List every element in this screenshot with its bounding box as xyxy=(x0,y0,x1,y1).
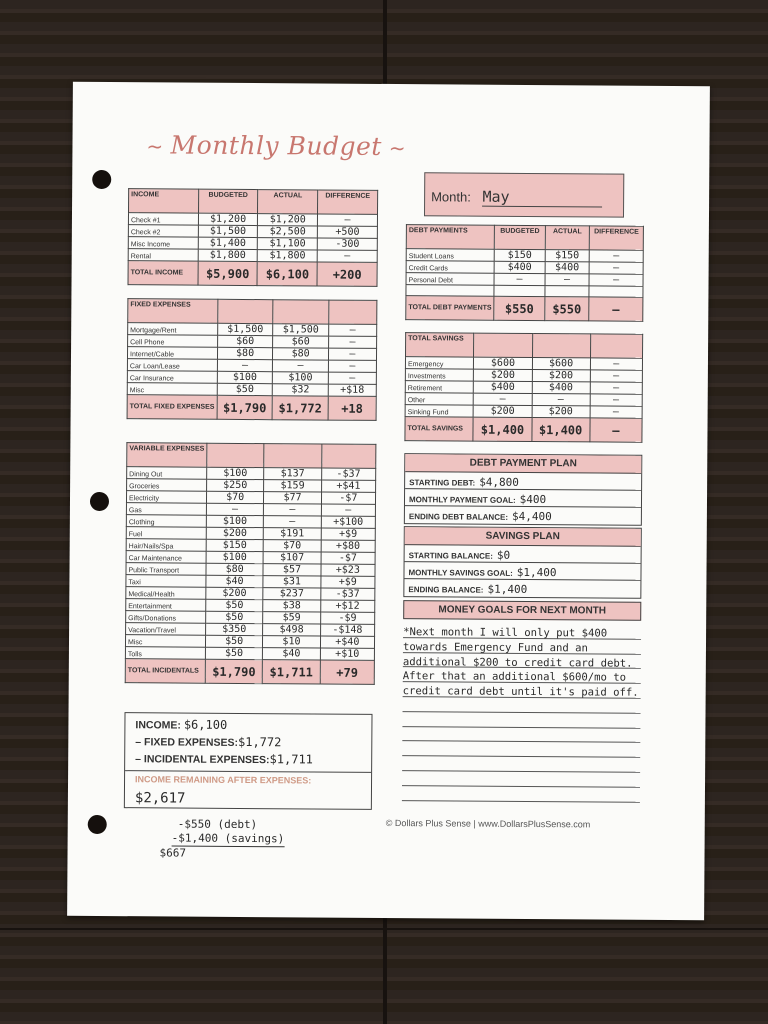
cell-value: $400 xyxy=(532,381,590,393)
cell-value: $100 xyxy=(206,551,263,563)
row-label: Other xyxy=(405,393,474,405)
savings-plan xyxy=(403,526,641,599)
cell-value: DIFFERENCE xyxy=(318,190,378,214)
cell-value xyxy=(532,333,590,357)
cell-value: $50 xyxy=(217,383,273,395)
calc-result: $667 xyxy=(159,846,187,860)
cell-value: $159 xyxy=(264,480,321,492)
row-label: VARIABLE EXPENSES xyxy=(127,443,207,468)
ending-debt-value: $4,400 xyxy=(511,509,552,524)
cell-value: — xyxy=(474,393,532,405)
money-goals xyxy=(402,600,641,802)
row-label: Student Loans xyxy=(406,249,494,262)
cell-value: $1,500 xyxy=(273,324,329,336)
cell-value: — xyxy=(532,393,590,405)
table-total-row xyxy=(406,296,643,322)
cell-value: $57 xyxy=(263,564,320,576)
row-label: TOTAL INCOME xyxy=(128,261,198,285)
cell-value: $40 xyxy=(206,575,263,587)
cell-value: — xyxy=(264,516,321,528)
cell-value: $200 xyxy=(532,405,590,417)
page-title: ~ Monthly Budget ~ xyxy=(146,130,407,161)
cell-value: — xyxy=(545,274,589,286)
month-label: Month: xyxy=(431,189,471,205)
cell-value: — xyxy=(590,370,642,382)
debt-payment-plan xyxy=(404,453,642,526)
cell-value: $200 xyxy=(474,405,532,417)
cell-value: $150 xyxy=(206,539,263,551)
row-label: Entertainment xyxy=(126,599,206,612)
cell-value: +$23 xyxy=(321,564,375,576)
cell-value: +$9 xyxy=(321,528,375,540)
cell-value: $191 xyxy=(264,528,321,540)
monthly-savings-goal-label: MONTHLY SAVINGS GOAL: xyxy=(408,568,513,578)
table-row xyxy=(128,237,377,251)
footer-credit: © Dollars Plus Sense | www.DollarsPlusSense.com xyxy=(385,817,591,830)
cell-value: ACTUAL xyxy=(258,190,318,214)
cell-value: +$80 xyxy=(321,540,375,552)
monthly-payment-goal-label: MONTHLY PAYMENT GOAL: xyxy=(408,495,516,505)
summary-income-value: $6,100 xyxy=(183,717,228,732)
money-goals-text: *Next month I will only put $400 towards Emergency Fund and an additional $200 to credit card debt. After that an additional $600/mo to credit card debt until it's paid off. xyxy=(402,626,639,699)
row-label: Mortgage/Rent xyxy=(128,323,218,336)
savings-plan-title: SAVINGS PLAN xyxy=(405,527,641,547)
row-label: TOTAL SAVINGS xyxy=(405,417,474,441)
cell-value: $31 xyxy=(263,576,320,588)
table-row xyxy=(127,347,376,361)
row-label: Internet/Cable xyxy=(127,347,217,360)
table-row xyxy=(128,323,377,337)
cell-value: $77 xyxy=(264,492,321,504)
row-label: Investments xyxy=(405,369,474,381)
cell-value: +$9 xyxy=(321,576,375,588)
row-label: TOTAL SAVINGS xyxy=(406,333,475,357)
cell-value: $200 xyxy=(474,369,532,381)
cell-value xyxy=(218,299,274,323)
table-row xyxy=(126,611,375,625)
cell-value xyxy=(590,334,642,358)
cell-value: $100 xyxy=(207,467,264,479)
calc-debt: -$550 (debt) xyxy=(177,817,258,832)
cell-value: — xyxy=(590,406,642,418)
cell-value: $1,400 xyxy=(198,237,258,249)
monthly-savings-goal-value: $1,400 xyxy=(516,565,557,580)
row-label: INCOME xyxy=(129,189,199,213)
cell-value xyxy=(329,300,377,324)
row-label: Gifts/Donations xyxy=(126,611,206,624)
table-row xyxy=(405,405,642,419)
cell-value: $1,790 xyxy=(217,395,273,419)
cell-value: — xyxy=(206,503,263,515)
table-row xyxy=(405,369,642,383)
cell-value: — xyxy=(317,250,377,262)
table-header xyxy=(406,333,643,359)
cell-value: +$100 xyxy=(321,516,375,528)
table-row xyxy=(126,599,375,613)
row-label: Cell Phone xyxy=(128,335,218,348)
cell-value: — xyxy=(328,360,376,372)
table-row xyxy=(126,623,375,637)
variable-expenses-table xyxy=(125,442,377,685)
summary-fixed-value: $1,772 xyxy=(237,734,282,750)
cell-value: $150 xyxy=(494,249,545,261)
row-label: TOTAL FIXED EXPENSES xyxy=(127,395,217,420)
row-label: Dining Out xyxy=(127,467,207,480)
cell-value: $60 xyxy=(217,335,273,347)
row-label: Misc xyxy=(125,635,205,648)
table-row xyxy=(406,261,643,275)
table-header xyxy=(128,299,377,325)
row-label: Rental xyxy=(128,249,198,261)
fixed-expenses-table xyxy=(127,298,378,421)
cell-value xyxy=(474,333,532,357)
month-box xyxy=(424,172,624,217)
row-label: Misc xyxy=(127,383,217,396)
cell-value: $60 xyxy=(273,336,329,348)
cell-value: $1,711 xyxy=(263,660,321,684)
cell-value: $1,772 xyxy=(272,396,328,420)
row-label: Car Loan/Lease xyxy=(127,359,217,372)
starting-balance-label: STARTING BALANCE: xyxy=(408,551,493,561)
money-goals-title: MONEY GOALS FOR NEXT MONTH xyxy=(403,600,641,621)
table-header xyxy=(129,189,378,215)
table-total-row xyxy=(125,659,374,685)
binder-hole xyxy=(90,492,109,511)
starting-debt-value: $4,800 xyxy=(479,475,520,489)
summary-income-label: INCOME: xyxy=(135,719,181,732)
cell-value: $350 xyxy=(206,623,263,635)
cell-value: BUDGETED xyxy=(198,189,258,213)
cell-value: — xyxy=(590,358,642,370)
cell-value: — xyxy=(590,394,642,406)
cell-value: $10 xyxy=(263,636,320,648)
row-label: Groceries xyxy=(127,479,207,492)
row-label: Check #1 xyxy=(128,213,198,225)
row-label: DEBT PAYMENTS xyxy=(406,225,494,250)
cell-value: $50 xyxy=(206,599,263,611)
cell-value: $40 xyxy=(263,648,320,660)
remaining-label: INCOME REMAINING AFTER EXPENSES: xyxy=(125,770,371,788)
cell-value: $80 xyxy=(206,563,263,575)
table-row xyxy=(127,371,376,385)
table-row xyxy=(126,539,375,553)
row-label: Public Transport xyxy=(126,563,206,576)
row-label: Gas xyxy=(126,503,206,516)
ending-balance-value: $1,400 xyxy=(487,582,528,596)
cell-value: -$37 xyxy=(320,588,374,600)
row-label: Car Insurance xyxy=(127,371,217,384)
row-label: Retirement xyxy=(405,381,474,393)
handwritten-calculation xyxy=(159,817,285,861)
cell-value: $100 xyxy=(273,372,329,384)
cell-value: — xyxy=(217,359,273,371)
cell-value: $200 xyxy=(206,587,263,599)
cell-value: — xyxy=(590,418,642,442)
cell-value xyxy=(273,300,329,324)
row-label: Medical/Health xyxy=(126,587,206,600)
monthly-payment-goal-value: $400 xyxy=(519,492,547,507)
summary-incidental-value: $1,711 xyxy=(269,752,313,767)
cell-value: — xyxy=(590,382,642,394)
remaining-value: $2,617 xyxy=(134,790,186,807)
cell-value: $70 xyxy=(263,540,320,552)
budget-sheet xyxy=(67,82,710,920)
cell-value: $600 xyxy=(474,357,532,369)
cell-value xyxy=(207,443,265,467)
cell-value: — xyxy=(318,214,378,226)
cell-value: BUDGETED xyxy=(494,225,545,249)
table-header xyxy=(406,225,643,251)
cell-value: $1,800 xyxy=(198,249,258,261)
cell-value: — xyxy=(589,262,643,274)
cell-value: — xyxy=(329,324,377,336)
cell-value: $1,200 xyxy=(258,214,318,226)
cell-value: $250 xyxy=(207,479,264,491)
binder-hole xyxy=(88,815,107,834)
cell-value: $1,200 xyxy=(198,213,258,225)
cell-value: +$10 xyxy=(320,648,374,660)
cell-value: $237 xyxy=(263,588,320,600)
cell-value: — xyxy=(273,360,329,372)
row-label: Personal Debt xyxy=(406,273,494,286)
cell-value xyxy=(589,286,643,297)
cell-value: DIFFERENCE xyxy=(589,226,643,250)
cell-value xyxy=(264,444,322,468)
row-label: Vacation/Travel xyxy=(126,623,206,636)
cell-value: $137 xyxy=(264,468,321,480)
cell-value xyxy=(494,285,545,296)
cell-value: $1,500 xyxy=(198,225,258,237)
cell-value: $200 xyxy=(532,369,590,381)
cell-value: -$148 xyxy=(320,624,374,636)
cell-value: $80 xyxy=(217,347,273,359)
table-row xyxy=(126,563,375,577)
row-label xyxy=(406,285,494,297)
row-label: Tolls xyxy=(125,647,205,660)
table-total-row xyxy=(127,395,376,421)
cell-value: — xyxy=(589,250,643,262)
cell-value: — xyxy=(264,504,321,516)
row-label: TOTAL DEBT PAYMENTS xyxy=(406,296,494,321)
cell-value: -$37 xyxy=(321,468,375,480)
cell-value: +$18 xyxy=(328,384,376,396)
cell-value: ACTUAL xyxy=(545,226,590,250)
cell-value xyxy=(545,286,589,297)
cell-value: +$41 xyxy=(321,480,375,492)
row-label: Hair/Nails/Spa xyxy=(126,539,206,552)
cell-value: $1,790 xyxy=(205,659,263,683)
cell-value: $107 xyxy=(263,552,320,564)
cell-value: $1,400 xyxy=(473,417,531,441)
cell-value: $400 xyxy=(545,262,589,274)
cell-value: — xyxy=(328,372,376,384)
cell-value: $59 xyxy=(263,612,320,624)
cell-value: -$7 xyxy=(321,552,375,564)
cell-value: — xyxy=(494,273,545,285)
cell-value: — xyxy=(328,336,376,348)
cell-value: $400 xyxy=(474,381,532,393)
binder-hole xyxy=(92,170,111,189)
month-value: May xyxy=(482,188,602,208)
cell-value: $100 xyxy=(206,515,263,527)
cell-value: — xyxy=(589,274,643,286)
cell-value: +$12 xyxy=(320,600,374,612)
cell-value: $50 xyxy=(205,635,262,647)
cell-value: $2,500 xyxy=(258,226,318,238)
ending-balance-label: ENDING BALANCE: xyxy=(408,585,484,595)
row-label: Fuel xyxy=(126,527,206,540)
table-row xyxy=(126,551,375,565)
income-table xyxy=(128,188,379,287)
starting-balance-value: $0 xyxy=(496,548,511,562)
table-total-row xyxy=(128,261,377,287)
savings-table xyxy=(404,332,643,443)
cell-value: +200 xyxy=(317,262,377,286)
table-row xyxy=(406,273,643,287)
cell-value: $498 xyxy=(263,624,320,636)
income-summary xyxy=(124,712,373,810)
starting-debt-label: STARTING DEBT: xyxy=(409,478,476,488)
cell-value: — xyxy=(328,348,376,360)
cell-value: $1,100 xyxy=(258,238,318,250)
cell-value: $80 xyxy=(273,348,329,360)
cell-value: $1,400 xyxy=(531,417,589,441)
cell-value: $50 xyxy=(206,611,263,623)
table-row xyxy=(406,249,643,263)
table-total-row xyxy=(405,417,642,443)
table-row xyxy=(127,359,376,373)
row-label: Credit Cards xyxy=(406,261,494,274)
debt-payments-table xyxy=(405,224,644,322)
row-label: Car Maintenance xyxy=(126,551,206,564)
cell-value: $550 xyxy=(545,297,590,321)
cell-value: $50 xyxy=(205,647,262,659)
cell-value: $38 xyxy=(263,600,320,612)
cell-value: $200 xyxy=(206,527,263,539)
cell-value: $5,900 xyxy=(198,261,258,285)
cell-value: $70 xyxy=(206,491,263,503)
table-header xyxy=(127,443,376,469)
cell-value: $1,500 xyxy=(217,323,273,335)
row-label: FIXED EXPENSES xyxy=(128,299,218,324)
row-label: TOTAL INCIDENTALS xyxy=(125,659,205,684)
cell-value: — xyxy=(321,504,375,516)
cell-value: +500 xyxy=(318,226,378,238)
row-label: Check #2 xyxy=(128,225,198,237)
cell-value: — xyxy=(589,297,643,321)
cell-value: $600 xyxy=(532,357,590,369)
table-row xyxy=(405,381,642,395)
summary-incidental-label: – INCIDENTAL EXPENSES: xyxy=(135,753,270,767)
cell-value: -$9 xyxy=(320,612,374,624)
cell-value: $6,100 xyxy=(257,262,317,286)
cell-value: $100 xyxy=(217,371,273,383)
row-label: Taxi xyxy=(126,575,206,588)
calc-savings: -$1,400 (savings) xyxy=(171,831,285,846)
cell-value: +$40 xyxy=(320,636,374,648)
cell-value: -$7 xyxy=(321,492,375,504)
row-label: Emergency xyxy=(405,357,474,369)
cell-value: $1,800 xyxy=(258,250,318,262)
row-label: Sinking Fund xyxy=(405,405,474,417)
cell-value: $32 xyxy=(273,384,329,396)
table-row xyxy=(405,357,642,371)
debt-plan-title: DEBT PAYMENT PLAN xyxy=(405,454,641,474)
row-label: Clothing xyxy=(126,515,206,528)
cell-value: $150 xyxy=(545,250,589,262)
cell-value: $550 xyxy=(494,296,545,320)
table-row xyxy=(126,587,375,601)
summary-fixed-label: – FIXED EXPENSES: xyxy=(135,736,239,749)
cell-value: +79 xyxy=(320,660,375,684)
row-label: Electricity xyxy=(126,491,206,504)
cell-value xyxy=(321,444,376,468)
row-label: Misc Income xyxy=(128,237,198,249)
cell-value: $400 xyxy=(494,261,545,273)
cell-value: +18 xyxy=(328,396,376,420)
cell-value: -300 xyxy=(317,238,377,250)
ending-debt-label: ENDING DEBT BALANCE: xyxy=(408,512,509,522)
